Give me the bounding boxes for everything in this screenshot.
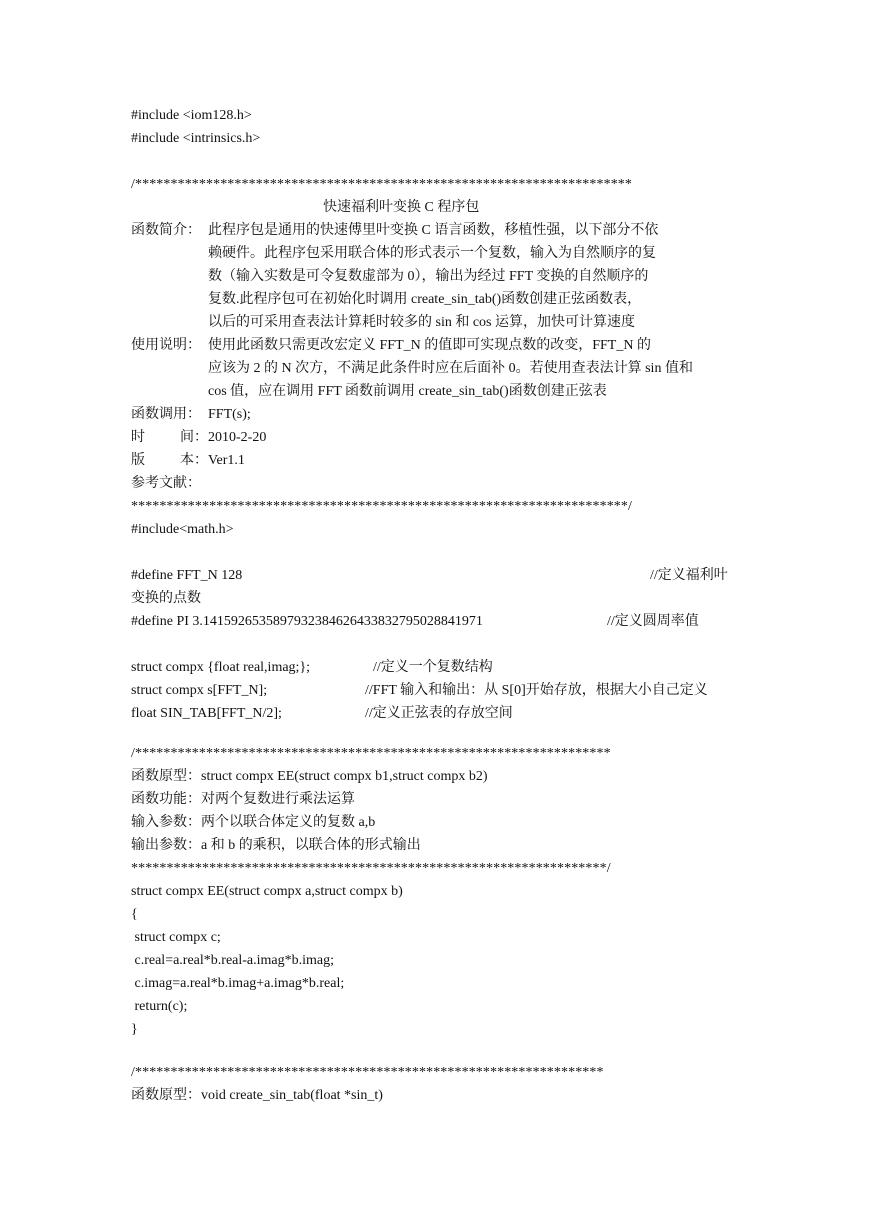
comment-open-stars: /****************************************************************** — [131, 1065, 604, 1080]
version-label-b: 本： — [180, 453, 208, 468]
decl-code: struct compx {float real,imag;}; — [131, 660, 311, 675]
decl-comment: //定义一个复数结构 — [373, 660, 493, 675]
version-label-a: 版 — [131, 453, 145, 468]
usage-line: cos 值，应在调用 FFT 函数前调用 create_sin_tab()函数创建正弦表 — [208, 384, 607, 399]
decl-comment: //FFT 输入和输出：从 S[0]开始存放，根据大小自己定义 — [365, 683, 708, 698]
ee-proto: 函数原型：struct compx EE(struct compx b1,struct compx b2) — [131, 769, 488, 784]
usage-line: 应该为 2 的 N 次方，不满足此条件时应在后面补 0。若使用查表法计算 sin 值和 — [208, 361, 693, 376]
ee-input: 输入参数：两个以联合体定义的复数 a,b — [131, 815, 376, 830]
intro-line: 此程序包是通用的快速傅里叶变换 C 语言函数，移植性强，以下部分不依 — [208, 223, 659, 238]
define-fftn-code: #define FFT_N 128 — [131, 568, 243, 583]
intro-line: 数（输入实数是可令复数虚部为 0），输出为经过 FFT 变换的自然顺序的 — [208, 269, 649, 284]
code-line: { — [131, 907, 138, 922]
usage-line: 使用此函数只需更改宏定义 FFT_N 的值即可实现点数的改变，FFT_N 的 — [208, 338, 651, 353]
time-value: 2010-2-20 — [208, 430, 267, 445]
intro-line: 复数.此程序包可在初始化时调用 create_sin_tab()函数创建正弦函数表， — [208, 292, 642, 307]
decl-code: struct compx s[FFT_N]; — [131, 683, 268, 698]
decl-code: float SIN_TAB[FFT_N/2]; — [131, 706, 282, 721]
time-label-b: 间： — [180, 430, 208, 445]
reference-label: 参考文献： — [131, 476, 201, 491]
time-label-a: 时 — [131, 430, 145, 445]
call-label: 函数调用： — [131, 407, 201, 422]
define-pi-comment: //定义圆周率值 — [607, 614, 699, 629]
intro-label: 函数简介： — [131, 223, 201, 238]
code-line: c.real=a.real*b.real-a.imag*b.imag; — [131, 953, 335, 968]
code-line: } — [131, 1022, 138, 1037]
include-math-line: #include<math.h> — [131, 522, 234, 537]
comment-close-stars: *******************************************************************/ — [131, 861, 611, 876]
sin-proto: 函数原型：void create_sin_tab(float *sin_t) — [131, 1088, 383, 1103]
include-line: #include <iom128.h> — [131, 108, 252, 123]
code-line: c.imag=a.real*b.imag+a.imag*b.real; — [131, 976, 345, 991]
include-line: #include <intrinsics.h> — [131, 131, 261, 146]
code-line: struct compx EE(struct compx a,struct compx b) — [131, 884, 403, 899]
call-value: FFT(s); — [208, 407, 251, 422]
intro-line: 赖硬件。此程序包采用联合体的形式表示一个复数，输入为自然顺序的复 — [208, 246, 656, 261]
version-value: Ver1.1 — [208, 453, 245, 468]
intro-line: 以后的可采用查表法计算耗时较多的 sin 和 cos 运算，加快可计算速度 — [208, 315, 635, 330]
define-fftn-comment: //定义福利叶 — [650, 568, 728, 583]
ee-output: 输出参数：a 和 b 的乘积，以联合体的形式输出 — [131, 838, 421, 853]
ee-function: 函数功能：对两个复数进行乘法运算 — [131, 792, 355, 807]
define-pi-code: #define PI 3.1415926535897932384626433832795028841971 — [131, 614, 483, 629]
code-line: return(c); — [131, 999, 188, 1014]
doc-title: 快速福利叶变换 C 程序包 — [323, 200, 480, 215]
decl-comment: //定义正弦表的存放空间 — [365, 706, 513, 721]
define-fftn-comment-wrap: 变换的点数 — [131, 591, 201, 606]
comment-close-stars: **********************************************************************/ — [131, 499, 632, 514]
usage-label: 使用说明： — [131, 338, 201, 353]
comment-open-stars: /********************************************************************** — [131, 177, 632, 192]
code-line: struct compx c; — [131, 930, 221, 945]
comment-open-stars: /******************************************************************* — [131, 746, 611, 761]
